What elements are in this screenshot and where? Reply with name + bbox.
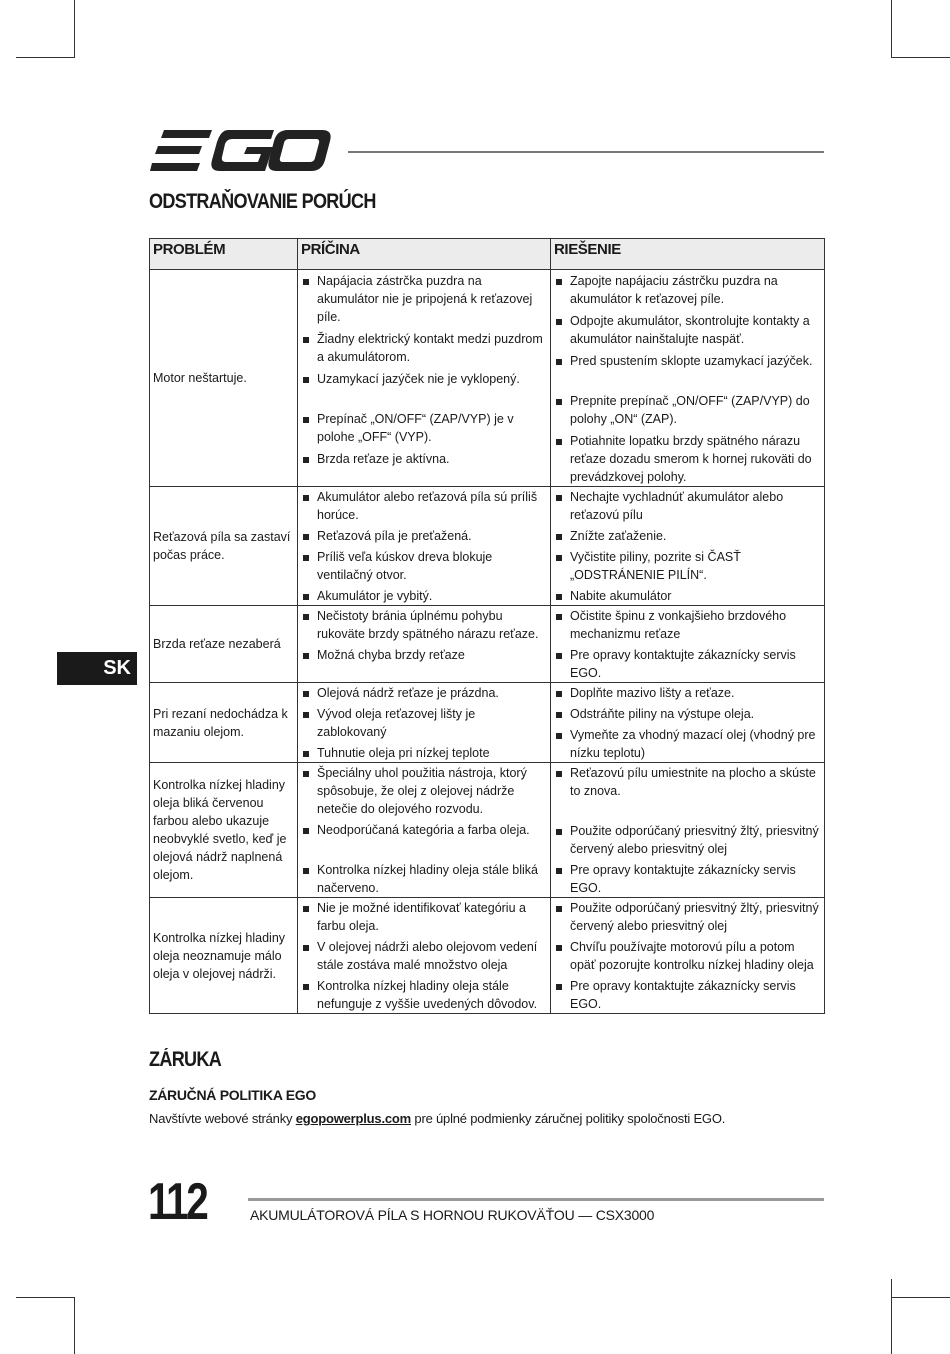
list-item: Neodporúčaná kategória a farba oleja.: [298, 821, 550, 839]
list-item: Vývod oleja reťazovej lišty je zablokovaný: [298, 705, 550, 741]
section-title: ODSTRAŇOVANIE PORÚCH: [149, 190, 376, 213]
cause-cell: [298, 270, 551, 487]
list-item: Kontrolka nízkej hladiny oleja stále nefunguje z vyššie uvedených dôvodov.: [298, 977, 550, 1013]
column-header-problem: PROBLÉM: [150, 239, 298, 270]
table-row: [150, 487, 825, 606]
list-item: Brzda reťaze je aktívna.: [298, 450, 550, 468]
crop-mark: [891, 57, 950, 58]
list-item: V olejovej nádrži alebo olejovom vedení stále zostáva malé množstvo oleja: [298, 938, 550, 974]
list-item: Tuhnutie oleja pri nízkej teplote: [298, 744, 550, 762]
list-item: Napájacia zástrčka puzdra na akumulátor nie je pripojená k reťazovej píle.: [298, 272, 550, 326]
warranty-text: [149, 1111, 725, 1126]
list-item: Pre opravy kontaktujte zákaznícky servis EGO.: [551, 977, 824, 1013]
list-item: Špeciálny uhol použitia nástroja, ktorý spôsobuje, že olej z olejovej nádrže netečie do olejového rozvodu.: [298, 764, 550, 818]
list-item: Nabite akumulátor: [551, 587, 824, 605]
list-item: Reťazová píla je preťažená.: [298, 527, 550, 545]
problem-cell: Reťazová píla sa zastaví počas práce.: [150, 487, 298, 606]
list-item: Použite odporúčaný priesvitný žltý, priesvitný červený alebo priesvitný olej: [551, 822, 824, 858]
crop-mark: [16, 57, 74, 58]
list-item: Pre opravy kontaktujte zákaznícky servis EGO.: [551, 861, 824, 897]
cause-cell: [298, 487, 551, 606]
problem-cell: Kontrolka nízkej hladiny oleja neoznamuje málo oleja v olejovej nádrži.: [150, 898, 298, 1014]
footer-title: AKUMULÁTOROVÁ PÍLA S HORNOU RUKOVÄŤOU — CSX3000: [250, 1207, 655, 1223]
list-item: Olejová nádrž reťaze je prázdna.: [298, 684, 550, 702]
crop-mark: [16, 1297, 74, 1298]
page-number: 112: [148, 1173, 207, 1231]
problem-cell: Motor neštartuje.: [150, 270, 298, 487]
solution-cell: [551, 606, 825, 683]
column-header-solution: RIEŠENIE: [551, 239, 825, 270]
warranty-text-before: Navštívte webové stránky: [149, 1111, 296, 1126]
crop-mark: [74, 0, 75, 58]
list-item: Akumulátor je vybitý.: [298, 587, 550, 605]
list-item: Znížte zaťaženie.: [551, 527, 824, 545]
table-row: [150, 898, 825, 1014]
list-item: Pre opravy kontaktujte zákaznícky servis EGO.: [551, 646, 824, 682]
warranty-link[interactable]: egopowerplus.com: [295, 1111, 411, 1126]
cause-cell: [298, 763, 551, 898]
solution-cell: [551, 898, 825, 1014]
list-item: Akumulátor alebo reťazová píla sú príliš horúce.: [298, 488, 550, 524]
list-item: Prepínač „ON/OFF“ (ZAP/VYP) je v polohe „OFF“ (VYP).: [298, 410, 550, 446]
list-item: Odpojte akumulátor, skontrolujte kontakty a akumulátor nainštalujte naspäť.: [551, 312, 824, 348]
list-item: Vymeňte za vhodný mazací olej (vhodný pre nízku teplotu): [551, 726, 824, 762]
list-item: Prepnite prepínač „ON/OFF“ (ZAP/VYP) do polohy „ON“ (ZAP).: [551, 392, 824, 428]
troubleshooting-table: [149, 238, 825, 1014]
table-row: [150, 683, 825, 763]
language-tab: SK: [57, 652, 137, 685]
list-item: Možná chyba brzdy reťaze: [298, 646, 550, 664]
crop-mark: [891, 1297, 950, 1298]
table-row: [150, 606, 825, 683]
problem-cell: Brzda reťaze nezaberá: [150, 606, 298, 683]
list-item: Kontrolka nízkej hladiny oleja stále bliká načerveno.: [298, 861, 550, 897]
warranty-title: ZÁRUKA: [149, 1048, 222, 1071]
solution-cell: [551, 763, 825, 898]
list-item: Nie je možné identifikovať kategóriu a farbu oleja.: [298, 899, 550, 935]
solution-cell: [551, 487, 825, 606]
solution-cell: [551, 683, 825, 763]
crop-mark: [74, 1297, 75, 1354]
solution-cell: [551, 270, 825, 487]
problem-cell: Kontrolka nízkej hladiny oleja bliká červenou farbou alebo ukazuje neobvyklé svetlo, keď je olejová nádrž naplnená olejom.: [150, 763, 298, 898]
crop-mark: [891, 0, 892, 58]
list-item: Uzamykací jazýček nie je vyklopený.: [298, 370, 550, 388]
table-row: [150, 763, 825, 898]
header-rule: [348, 151, 824, 153]
cause-cell: [298, 898, 551, 1014]
list-item: Doplňte mazivo lišty a reťaze.: [551, 684, 824, 702]
table-header-row: [150, 239, 825, 270]
list-item: Nechajte vychladnúť akumulátor alebo reťazovú pílu: [551, 488, 824, 524]
warranty-text-after: pre úplné podmienky záručnej politiky spoločnosti EGO.: [411, 1111, 726, 1126]
problem-cell: Pri rezaní nedochádza k mazaniu olejom.: [150, 683, 298, 763]
table-row: [150, 270, 825, 487]
list-item: Nečistoty bránia úplnému pohybu rukoväte brzdy spätného nárazu reťaze.: [298, 607, 550, 643]
list-item: Použite odporúčaný priesvitný žltý, priesvitný červený alebo priesvitný olej: [551, 899, 824, 935]
ego-logo: [150, 130, 332, 172]
cause-cell: [298, 606, 551, 683]
list-item: Vyčistite piliny, pozrite si ČASŤ „ODSTRÁNENIE PILÍN“.: [551, 548, 824, 584]
list-item: Zapojte napájaciu zástrčku puzdra na akumulátor k reťazovej píle.: [551, 272, 824, 308]
list-item: Pred spustením sklopte uzamykací jazýček.: [551, 352, 824, 370]
warranty-subtitle: ZÁRUČNÁ POLITIKA EGO: [149, 1087, 316, 1103]
list-item: Odstráňte piliny na výstupe oleja.: [551, 705, 824, 723]
cause-cell: [298, 683, 551, 763]
list-item: Žiadny elektrický kontakt medzi puzdrom a akumulátorom.: [298, 330, 550, 366]
column-header-cause: PRÍČINA: [298, 239, 551, 270]
footer-rule: [248, 1198, 824, 1201]
list-item: Potiahnite lopatku brzdy spätného nárazu reťaze dozadu smerom k hornej rukoväti do prevádzkovej polohy.: [551, 432, 824, 486]
list-item: Chvíľu používajte motorovú pílu a potom opäť pozorujte kontrolku nízkej hladiny oleja: [551, 938, 824, 974]
crop-mark: [891, 1279, 892, 1354]
list-item: Očistite špinu z vonkajšieho brzdového mechanizmu reťaze: [551, 607, 824, 643]
list-item: Reťazovú pílu umiestnite na plocho a skúste to znova.: [551, 764, 824, 800]
list-item: Príliš veľa kúskov dreva blokuje ventilačný otvor.: [298, 548, 550, 584]
